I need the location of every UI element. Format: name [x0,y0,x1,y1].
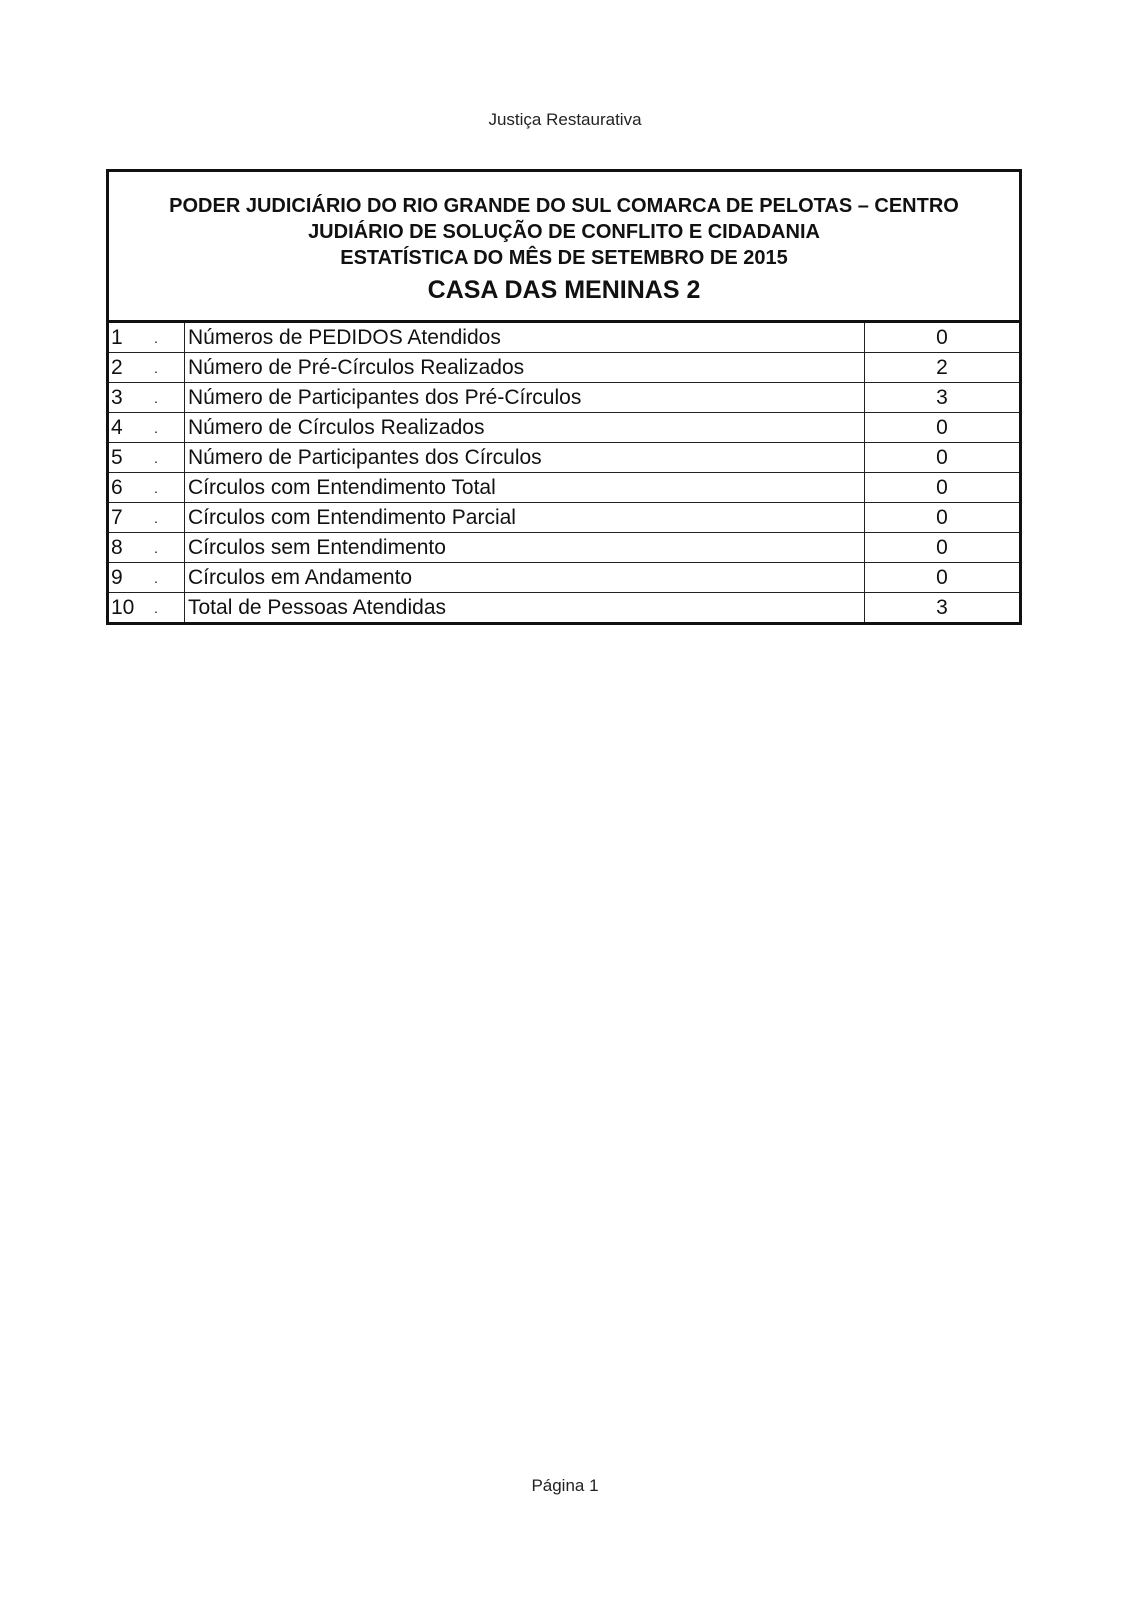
row-label: Número de Participantes dos Pré-Círculos [185,383,865,413]
row-dot: . [154,593,185,623]
statistics-report [106,169,1022,625]
row-value: 0 [865,473,1020,503]
row-number: 2 [109,353,154,383]
statistics-table [109,323,1019,622]
report-heading-line-3: ESTATÍSTICA DO MÊS DE SETEMBRO DE 2015 [340,247,788,269]
row-value: 0 [865,533,1020,563]
row-value: 3 [865,383,1020,413]
row-value: 3 [936,595,948,619]
row-label: Número de Pré-Círculos Realizados [185,353,865,383]
row-dot: . [154,413,185,443]
table-row [109,323,1019,353]
table-row [109,533,1019,563]
row-value: 0 [865,413,1020,443]
row-label: Círculos com Entendimento Parcial [185,503,865,533]
row-number: 7 [109,503,154,533]
row-number: 8 [109,533,154,563]
row-dot: . [154,353,185,383]
row-value: 0 [865,443,1020,473]
row-number: 1 [109,323,154,353]
row-dot: . [154,383,185,413]
row-number: 4 [109,413,154,443]
row-number: 3 [109,383,154,413]
row-value: 0 [865,563,1020,593]
page-number: Página 1 [531,1476,599,1495]
row-number: 10 [111,595,135,619]
table-row [109,563,1019,593]
table-row [109,413,1019,443]
row-dot: . [154,503,185,533]
report-heading-line-1: PODER JUDICIÁRIO DO RIO GRANDE DO SUL COMARCA DE PELOTAS – CENTRO [169,195,959,217]
page-header-title: Justiça Restaurativa [488,110,642,129]
row-dot: . [154,473,185,503]
row-label: Círculos em Andamento [185,563,865,593]
table-row [109,443,1019,473]
row-label: Círculos sem Entendimento [185,533,865,563]
row-dot: . [154,563,185,593]
row-label: Número de Participantes dos Círculos [185,443,865,473]
report-heading-line-2: JUDIÁRIO DE SOLUÇÃO DE CONFLITO E CIDADANIA [308,221,820,243]
row-number: 6 [109,473,154,503]
table-row [109,593,1019,623]
row-value: 2 [865,353,1020,383]
row-label: Círculos com Entendimento Total [185,473,865,503]
row-number: 5 [109,443,154,473]
row-dot: . [154,323,185,353]
row-label: Total de Pessoas Atendidas [185,593,865,623]
row-dot: . [154,443,185,473]
row-number: 9 [109,563,154,593]
table-row [109,353,1019,383]
table-row [109,383,1019,413]
table-row [109,473,1019,503]
row-dot: . [154,533,185,563]
report-title: CASA DAS MENINAS 2 [427,276,701,304]
row-value: 0 [865,323,1020,353]
row-label: Números de PEDIDOS Atendidos [185,323,865,353]
table-row [109,503,1019,533]
row-value: 0 [865,503,1020,533]
row-label: Número de Círculos Realizados [185,413,865,443]
report-heading [109,172,1019,323]
